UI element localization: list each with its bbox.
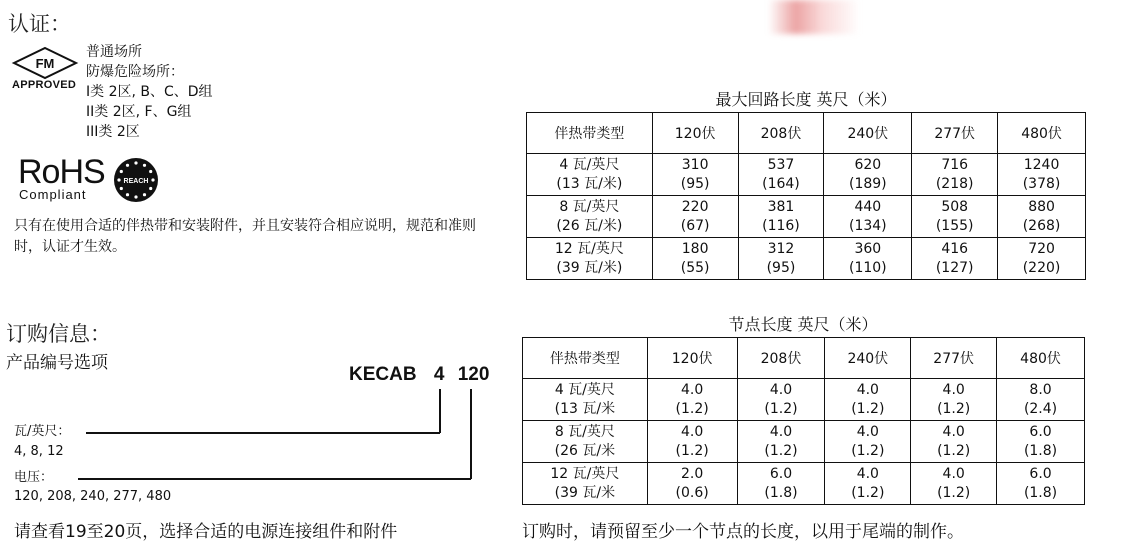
cell-value: 620	[854, 156, 882, 173]
cell-value: 4.0	[769, 423, 793, 440]
cell-value: 310	[681, 156, 709, 173]
table-row	[527, 238, 1086, 280]
cell-value: 4 瓦/英尺	[559, 156, 620, 173]
certification-note: 只有在使用合适的伴热带和安装附件，并且安装符合相应说明，规范和准则时，认证才生效。	[14, 218, 476, 255]
column-header: 120伏	[647, 338, 737, 379]
cell-value: 440	[854, 198, 882, 215]
cell-metric: (95)	[680, 175, 710, 192]
table-cell	[737, 421, 825, 463]
volt-options: 120, 208, 240, 277, 480	[14, 489, 172, 504]
watt-label: 瓦/英尺：	[14, 424, 71, 439]
rohs-compliant-text: Compliant	[19, 187, 87, 202]
cell-metric: (67)	[680, 217, 710, 234]
cell-metric: (1.8)	[1023, 442, 1058, 459]
cell-value: 4.0	[856, 423, 879, 440]
cell-metric: (1.2)	[937, 484, 971, 501]
column-header: 伴热带类型	[527, 113, 653, 154]
cert-line: 防爆危险场所：	[86, 64, 184, 80]
cell-value: 12 瓦/英尺	[554, 240, 624, 257]
product-code-prefix: KECAB	[349, 364, 417, 385]
cell-value: 4.0	[942, 465, 965, 482]
table-row	[523, 463, 1085, 505]
row-type-cell	[523, 421, 648, 463]
table-cell	[997, 421, 1085, 463]
cell-value: 8.0	[1029, 381, 1052, 398]
watt-connector-vertical	[439, 389, 441, 433]
column-header: 120伏	[652, 113, 738, 154]
table-cell	[912, 196, 998, 238]
cell-value: 6.0	[1029, 465, 1052, 482]
cell-metric: (26 瓦/米)	[556, 217, 623, 234]
cell-value: 4.0	[856, 465, 879, 482]
table-cell	[997, 463, 1085, 505]
cell-value: 4.0	[856, 381, 879, 398]
table2-title: 节点长度 英尺（米）	[728, 315, 878, 334]
cell-value: 8 瓦/英尺	[559, 198, 620, 215]
column-header: 240伏	[824, 113, 912, 154]
table-cell	[652, 196, 738, 238]
watt-options: 4, 8, 12	[14, 444, 64, 459]
column-header: 480伏	[998, 113, 1086, 154]
cell-value: 381	[767, 198, 795, 215]
volt-connector-vertical	[470, 389, 472, 479]
cell-metric: (134)	[848, 217, 887, 234]
table-cell	[825, 421, 911, 463]
rohs-logo: RoHS	[18, 153, 105, 191]
fm-approved-text: APPROVED	[12, 79, 77, 91]
table-row	[523, 421, 1085, 463]
cell-metric: (13 瓦/米)	[556, 175, 623, 192]
cell-value: 4.0	[681, 381, 704, 398]
cell-value: 312	[767, 240, 795, 257]
row-type-cell	[527, 238, 653, 280]
table-cell	[738, 238, 824, 280]
cell-metric: (268)	[1022, 217, 1061, 234]
table-cell	[824, 238, 912, 280]
cell-value: 2.0	[681, 465, 704, 482]
table-cell	[652, 154, 738, 196]
table-header-row	[523, 338, 1085, 379]
column-header: 480伏	[997, 338, 1085, 379]
table-cell	[738, 154, 824, 196]
cell-metric: (26 瓦/米	[554, 442, 616, 459]
cell-metric: (0.6)	[675, 484, 709, 501]
reach-logo	[112, 156, 160, 208]
ordering-subheading: 产品编号选项	[6, 353, 108, 373]
cell-value: 537	[767, 156, 795, 173]
node-length-table	[522, 337, 1085, 505]
cell-metric: (55)	[680, 259, 710, 276]
cell-value: 4.0	[942, 423, 965, 440]
decorative-blur	[768, 0, 860, 34]
table-cell	[911, 379, 997, 421]
row-type-cell	[523, 463, 648, 505]
fm-logo-text: FM	[35, 56, 55, 71]
table-cell	[911, 421, 997, 463]
cell-metric: (1.2)	[675, 400, 709, 417]
cell-metric: (13 瓦/米	[554, 400, 616, 417]
table-cell	[824, 154, 912, 196]
cell-value: 6.0	[1029, 423, 1052, 440]
table-cell	[737, 463, 825, 505]
cert-line: 普通场所	[86, 44, 142, 60]
row-type-cell	[527, 196, 653, 238]
max-circuit-length-table	[526, 112, 1086, 280]
cell-value: 720	[1028, 240, 1055, 257]
column-header: 208伏	[737, 338, 825, 379]
cell-metric: (110)	[848, 259, 887, 276]
cell-value: 416	[941, 240, 969, 257]
column-header: 277伏	[911, 338, 997, 379]
table-cell	[997, 379, 1085, 421]
table-cell	[825, 379, 911, 421]
table-cell	[738, 196, 824, 238]
table-cell	[912, 154, 998, 196]
cell-value: 8 瓦/英尺	[554, 423, 615, 440]
product-code-watt: 4	[433, 364, 445, 385]
cell-value: 12 瓦/英尺	[550, 465, 620, 482]
reach-logo-text: REACH	[123, 178, 149, 185]
certification-location-list	[86, 42, 213, 142]
cell-value: 880	[1028, 198, 1055, 215]
cell-value: 4.0	[942, 381, 965, 398]
cert-line: III类 2区	[86, 124, 140, 140]
cell-value: 1240	[1023, 156, 1060, 173]
table-cell	[647, 463, 737, 505]
cell-metric: (1.2)	[851, 442, 885, 459]
watt-connector-horizontal	[86, 432, 440, 434]
cell-value: 4 瓦/英尺	[554, 381, 615, 398]
cell-value: 4.0	[769, 381, 793, 398]
table-cell	[647, 379, 737, 421]
table-cell	[911, 463, 997, 505]
cell-value: 4.0	[681, 423, 704, 440]
cell-metric: (220)	[1022, 259, 1061, 276]
cell-metric: (39 瓦/米)	[556, 259, 623, 276]
table-row	[527, 154, 1086, 196]
cell-metric: (116)	[762, 217, 800, 234]
table-cell	[825, 463, 911, 505]
column-header: 277伏	[912, 113, 998, 154]
row-type-cell	[523, 379, 648, 421]
column-header: 伴热带类型	[523, 338, 648, 379]
cell-metric: (39 瓦/米	[554, 484, 616, 501]
cell-metric: (1.2)	[937, 400, 971, 417]
cell-metric: (1.8)	[1023, 484, 1058, 501]
cell-metric: (1.2)	[937, 442, 971, 459]
table1-title: 最大回路长度 英尺（米）	[715, 90, 897, 109]
column-header: 240伏	[825, 338, 911, 379]
cell-metric: (95)	[766, 259, 796, 276]
table-cell	[998, 196, 1086, 238]
product-code-volt: 120	[457, 364, 490, 385]
cell-metric: (155)	[935, 217, 974, 234]
table-row	[523, 379, 1085, 421]
table2-footnote: 订购时，请预留至少一个节点的长度，以用于尾端的制作。	[522, 522, 964, 542]
table-cell	[998, 238, 1086, 280]
ordering-heading: 订购信息：	[6, 322, 111, 346]
cell-metric: (1.2)	[851, 484, 885, 501]
cell-metric: (164)	[762, 175, 800, 192]
cell-metric: (189)	[848, 175, 887, 192]
cell-value: 360	[854, 240, 882, 257]
cell-metric: (1.2)	[764, 400, 798, 417]
volt-label: 电压：	[14, 470, 54, 485]
cell-value: 716	[941, 156, 969, 173]
cell-value: 180	[681, 240, 709, 257]
table-cell	[998, 154, 1086, 196]
volt-connector-horizontal	[78, 478, 471, 480]
table-cell	[912, 238, 998, 280]
ordering-footnote: 请查看19至20页，选择合适的电源连接组件和附件	[14, 522, 398, 542]
cell-metric: (1.8)	[764, 484, 798, 501]
fm-approved-logo	[10, 46, 80, 80]
table-cell	[737, 379, 825, 421]
table-cell	[652, 238, 738, 280]
column-header: 208伏	[738, 113, 824, 154]
cell-metric: (218)	[935, 175, 974, 192]
cell-value: 508	[941, 198, 969, 215]
table-header-row	[527, 113, 1086, 154]
table-cell	[824, 196, 912, 238]
cell-metric: (127)	[935, 259, 974, 276]
cell-metric: (1.2)	[675, 442, 709, 459]
cell-value: 6.0	[769, 465, 793, 482]
cell-value: 220	[681, 198, 709, 215]
cell-metric: (378)	[1022, 175, 1061, 192]
table-cell	[647, 421, 737, 463]
row-type-cell	[527, 154, 653, 196]
cert-line: II类 2区, F、G组	[86, 104, 192, 120]
table-row	[527, 196, 1086, 238]
cell-metric: (1.2)	[764, 442, 798, 459]
certification-heading: 认证：	[8, 12, 71, 36]
cell-metric: (2.4)	[1023, 400, 1058, 417]
cell-metric: (1.2)	[851, 400, 885, 417]
product-code	[349, 364, 489, 386]
cert-line: I类 2区, B、C、D组	[86, 84, 213, 100]
